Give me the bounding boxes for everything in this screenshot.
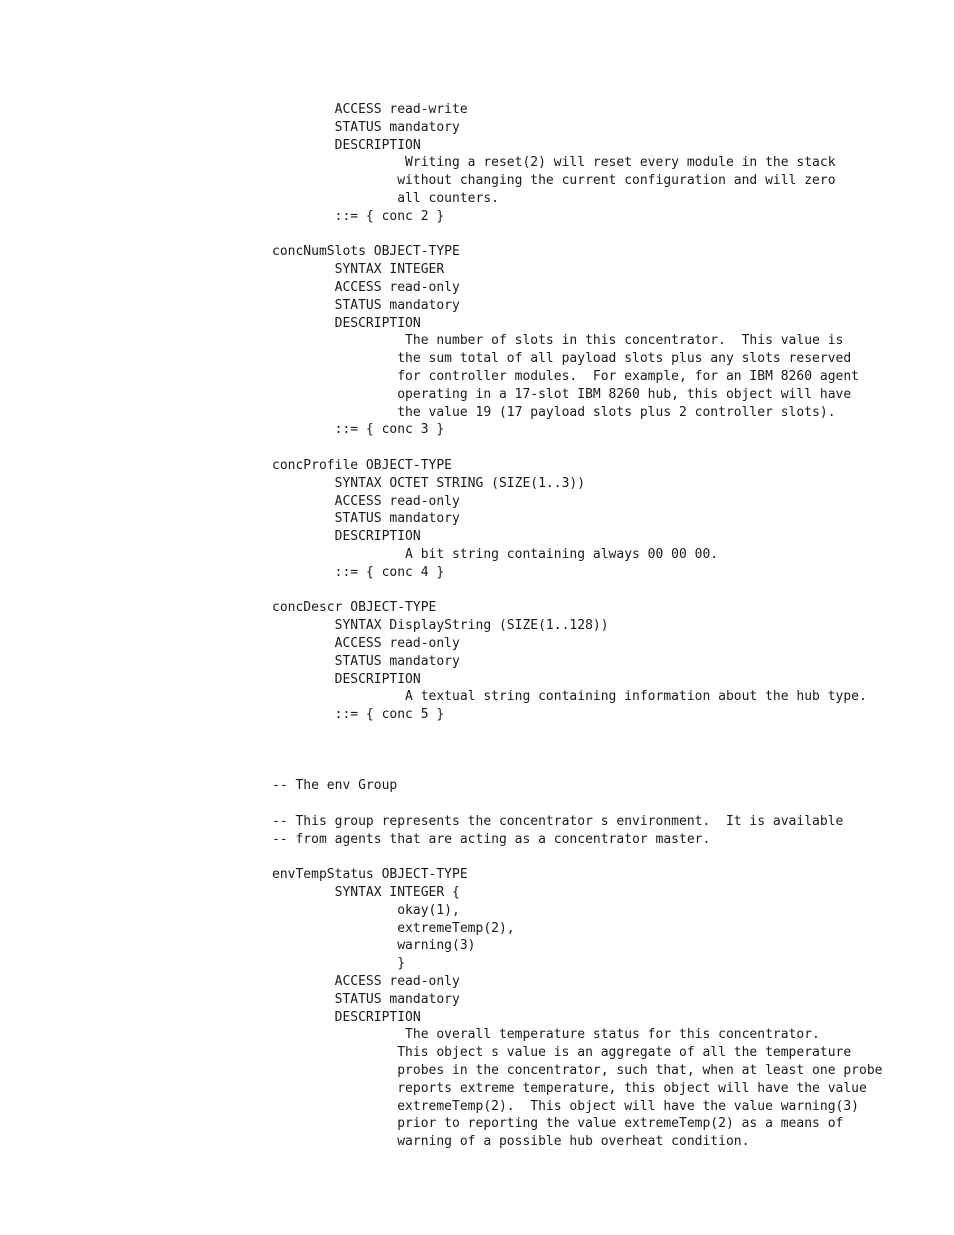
text-line: ::= { conc 5 }: [272, 707, 445, 723]
text-line: extremeTemp(2),: [272, 920, 515, 936]
text-line: DESCRIPTION: [272, 1009, 421, 1025]
text-line: okay(1),: [272, 902, 460, 918]
comment-line: -- from agents that are acting as a concentrator master.: [272, 831, 711, 847]
text-line: DESCRIPTION: [272, 671, 421, 687]
text-line: A bit string containing always 00 00 00.: [272, 546, 719, 562]
text-line: operating in a 17-slot IBM 8260 hub, this object will have: [272, 386, 852, 402]
text-line: probes in the concentrator, such that, when at least one probe: [272, 1063, 883, 1079]
blank-line: [272, 226, 882, 244]
comment-line: -- The env Group: [272, 778, 398, 794]
comment-line: -- This group represents the concentrator s environment. It is available: [272, 813, 844, 829]
text-line: STATUS mandatory: [272, 119, 460, 135]
text-line: without changing the current configuration and will zero: [272, 173, 836, 189]
text-line: A textual string containing information about the hub type.: [272, 689, 867, 705]
text-line: STATUS mandatory: [272, 991, 460, 1007]
text-line: STATUS mandatory: [272, 297, 460, 313]
text-line: STATUS mandatory: [272, 653, 460, 669]
text-line: The overall temperature status for this concentrator.: [272, 1027, 820, 1043]
text-line: extremeTemp(2). This object will have the value warning(3): [272, 1098, 859, 1114]
text-line: ACCESS read-only: [272, 974, 460, 990]
text-line: }: [272, 956, 406, 972]
text-line: warning of a possible hub overheat condition.: [272, 1134, 750, 1150]
blank-line: [272, 582, 882, 600]
text-line: prior to reporting the value extremeTemp(2) as a means of: [272, 1116, 844, 1132]
text-line: DESCRIPTION: [272, 137, 421, 153]
text-line: ACCESS read-only: [272, 635, 460, 651]
object-type-heading: concNumSlots OBJECT-TYPE: [272, 244, 460, 260]
text-line: ACCESS read-only: [272, 279, 460, 295]
text-line: the sum total of all payload slots plus any slots reserved: [272, 351, 852, 367]
blank-line: [272, 724, 882, 742]
text-line: warning(3): [272, 938, 476, 954]
text-line: SYNTAX INTEGER: [272, 262, 445, 278]
text-line: DESCRIPTION: [272, 529, 421, 545]
text-line: ACCESS read-write: [272, 102, 468, 117]
text-line: Writing a reset(2) will reset every module in the stack: [272, 155, 836, 171]
text-line: ::= { conc 4 }: [272, 564, 445, 580]
blank-line: [272, 742, 882, 760]
text-line: The number of slots in this concentrator. This value is: [272, 333, 844, 349]
text-line: ::= { conc 2 }: [272, 208, 445, 224]
blank-line: [272, 848, 882, 866]
text-line: SYNTAX OCTET STRING (SIZE(1..3)): [272, 475, 586, 491]
object-type-heading: concProfile OBJECT-TYPE: [272, 457, 453, 473]
text-line: This object s value is an aggregate of all the temperature: [272, 1045, 852, 1061]
blank-line: [272, 439, 882, 457]
text-line: ACCESS read-only: [272, 493, 460, 509]
text-line: DESCRIPTION: [272, 315, 421, 331]
blank-line: [272, 795, 882, 813]
object-type-heading: concDescr OBJECT-TYPE: [272, 600, 437, 616]
text-line: reports extreme temperature, this object will have the value: [272, 1080, 867, 1096]
blank-line: [272, 759, 882, 777]
text-line: the value 19 (17 payload slots plus 2 controller slots).: [272, 404, 836, 420]
text-line: ::= { conc 3 }: [272, 422, 445, 438]
text-line: STATUS mandatory: [272, 511, 460, 527]
text-line: SYNTAX INTEGER {: [272, 885, 460, 901]
object-type-heading: envTempStatus OBJECT-TYPE: [272, 867, 468, 883]
mib-definition-text: [272, 101, 882, 1151]
text-line: for controller modules. For example, for an IBM 8260 agent: [272, 368, 859, 384]
text-line: SYNTAX DisplayString (SIZE(1..128)): [272, 618, 609, 634]
text-line: all counters.: [272, 190, 499, 206]
